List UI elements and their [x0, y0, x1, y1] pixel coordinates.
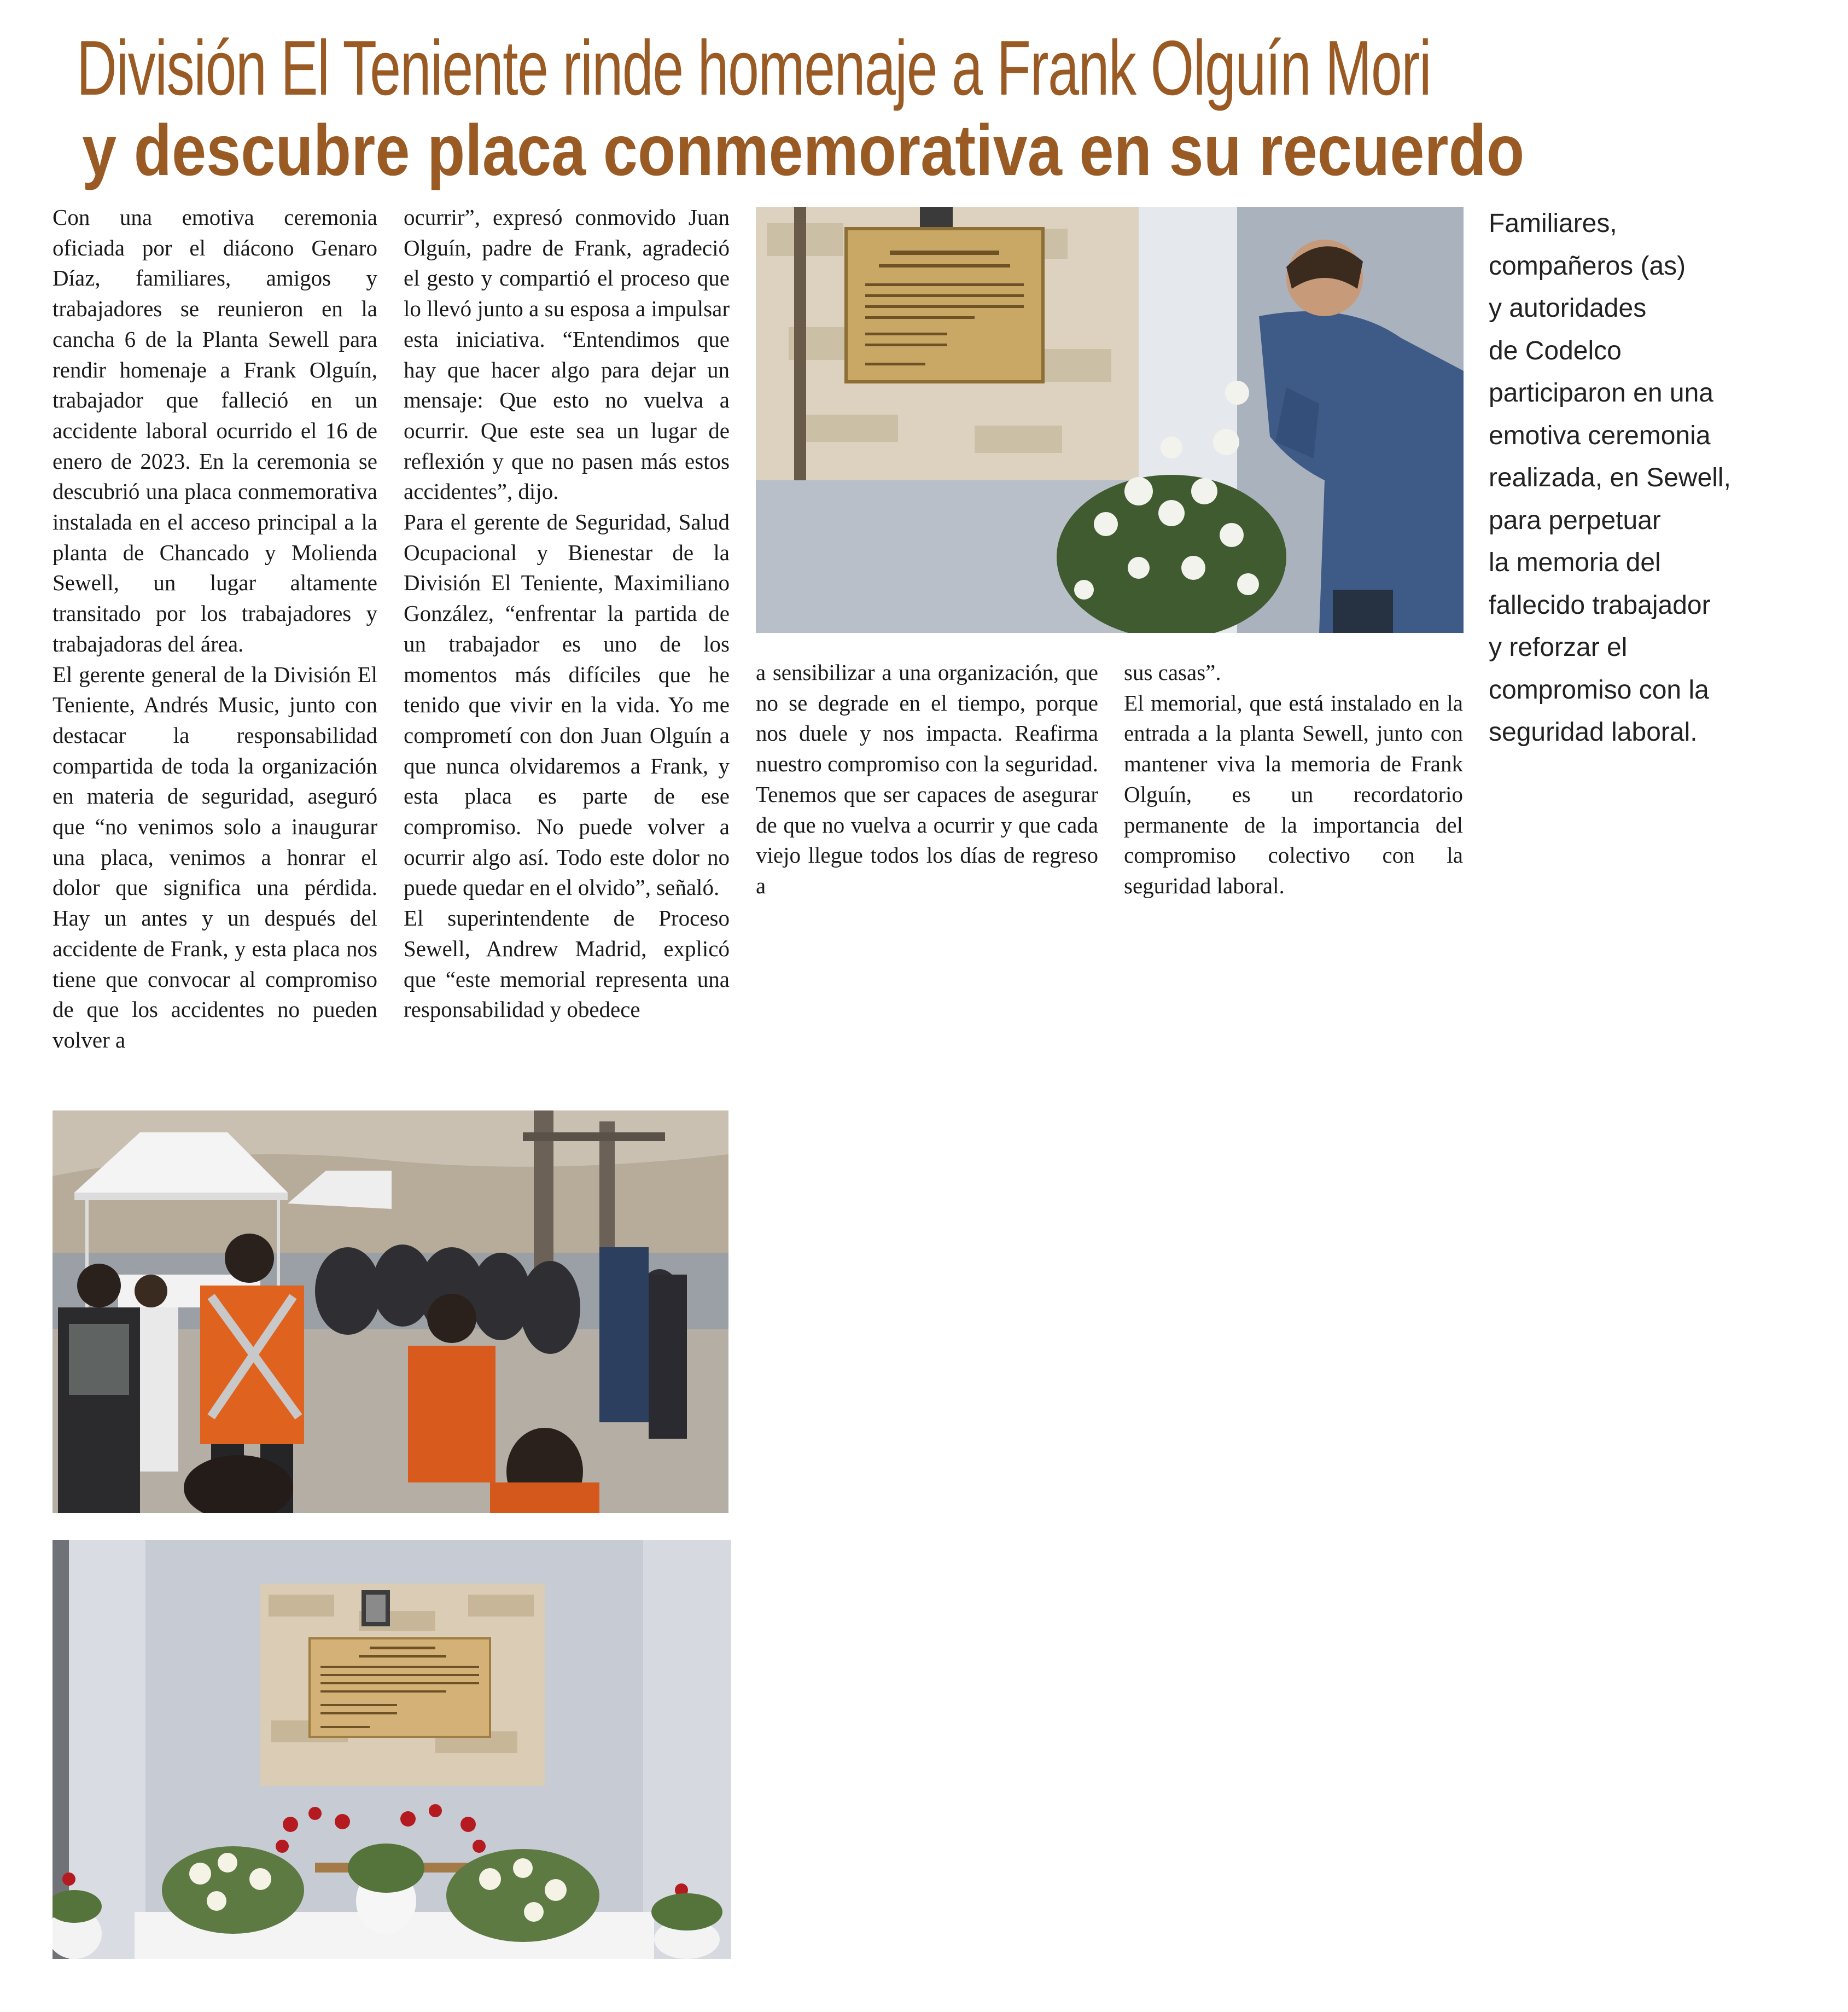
article-paragraph: El superintendente de Proceso Sewell, Andrew Madrid, explicó que “este memorial representa una responsabilidad y obedece — [404, 905, 730, 1022]
article-column-1 — [53, 202, 377, 1078]
photo-memorial-plaque — [53, 1540, 731, 1959]
article-paragraph: ocurrir”, expresó conmovido Juan Olguín, padre de Frank, agradeció el gesto y compartió el proceso que lo llevó junto a su esposa a impulsar esta iniciativa. “Entendimos que hay que hacer algo para dejar un mensaje: Que esto no vuelva a ocurrir. Que este sea un lugar de reflexión y que no pasen más estos accidentes”, dijo. — [404, 205, 730, 504]
article-paragraph: Para el gerente de Seguridad, Salud Ocupacional y Bienestar de la División El Teniente, Maximiliano González, “enfrentar la partida de un trabajador es uno de los momentos más difíciles que he tenido que vivir en la vida. Yo me comprometí con don Juan Olguín a que nunca olvidaremos a Frank, y esta placa es parte de ese compromiso. No puede volver a ocurrir algo así. Todo este dolor no puede quedar en el olvido”, señaló. — [404, 509, 730, 900]
article-paragraph: sus casas”. — [1124, 660, 1221, 685]
photo-wreath-placement — [756, 207, 1464, 633]
article-column-4 — [1124, 658, 1463, 909]
headline-sub: y descubre placa conmemorativa en su recuerdo — [82, 110, 1525, 190]
photo-caption-sidebar — [1489, 202, 1828, 754]
article-paragraph: El memorial, que está instalado en la entrada a la planta Sewell, junto con mantener viva la memoria de Frank Olguín, es un recordatorio permanente de la importancia del compromiso colectivo con la seguridad laboral. — [1124, 690, 1463, 898]
caption-line: emotiva ceremonia — [1489, 421, 1711, 450]
article-column-2 — [404, 202, 730, 1078]
article-column-3 — [756, 658, 1098, 909]
caption-line: Familiares, — [1489, 209, 1617, 238]
caption-line: realizada, en Sewell, — [1489, 463, 1731, 492]
caption-line: y reforzar el — [1489, 633, 1628, 662]
caption-line: compañeros (as) — [1489, 251, 1686, 281]
caption-line: y autoridades — [1489, 294, 1647, 323]
article-paragraph: a sensibilizar a una organización, que no se degrade en el tiempo, porque nos duele y nos impacta. Reafirma nuestro compromiso con la seguridad. Tenemos que ser capaces de asegurar de que no vuelva a ocurrir y que cada viejo llegue todos los días de regreso a — [756, 660, 1098, 898]
caption-line: de Codelco — [1489, 336, 1622, 365]
caption-line: para perpetuar — [1489, 505, 1661, 535]
caption-line: seguridad laboral. — [1489, 718, 1698, 747]
article-paragraph: El gerente general de la División El Teniente, Andrés Music, junto con destacar la responsabilidad compartida de toda la organización en materia de seguridad, aseguró que “no venimos solo a inaugurar una placa, venimos a honrar el dolor que significa una pérdida. Hay un antes y un después del accidente de Frank, y esta placa nos tiene que convocar al compromiso de que los accidentes no pueden volver a — [53, 661, 377, 1052]
caption-line: participaron en una — [1489, 379, 1713, 408]
article-paragraph: Con una emotiva ceremonia oficiada por el diácono Genaro Díaz, familiares, amigos y trabajadores se reunieron en la cancha 6 de la Planta Sewell para rendir homenaje a Frank Olguín, trabajador que falleció en un accidente laboral ocurrido el 16 de enero de 2023. En la ceremonia se descubrió una placa conmemorativa instalada en el acceso principal a la planta de Chancado y Molienda Sewell, un lugar altamente transitado por los trabajadores y trabajadoras del área. — [53, 205, 377, 656]
caption-line: fallecido trabajador — [1489, 590, 1711, 620]
caption-line: compromiso con la — [1489, 675, 1709, 705]
headline-main: División El Teniente rinde homenaje a Frank Olguín Mori — [77, 25, 1431, 112]
photo-ceremony-crowd — [53, 1110, 728, 1513]
caption-line: la memoria del — [1489, 548, 1661, 577]
